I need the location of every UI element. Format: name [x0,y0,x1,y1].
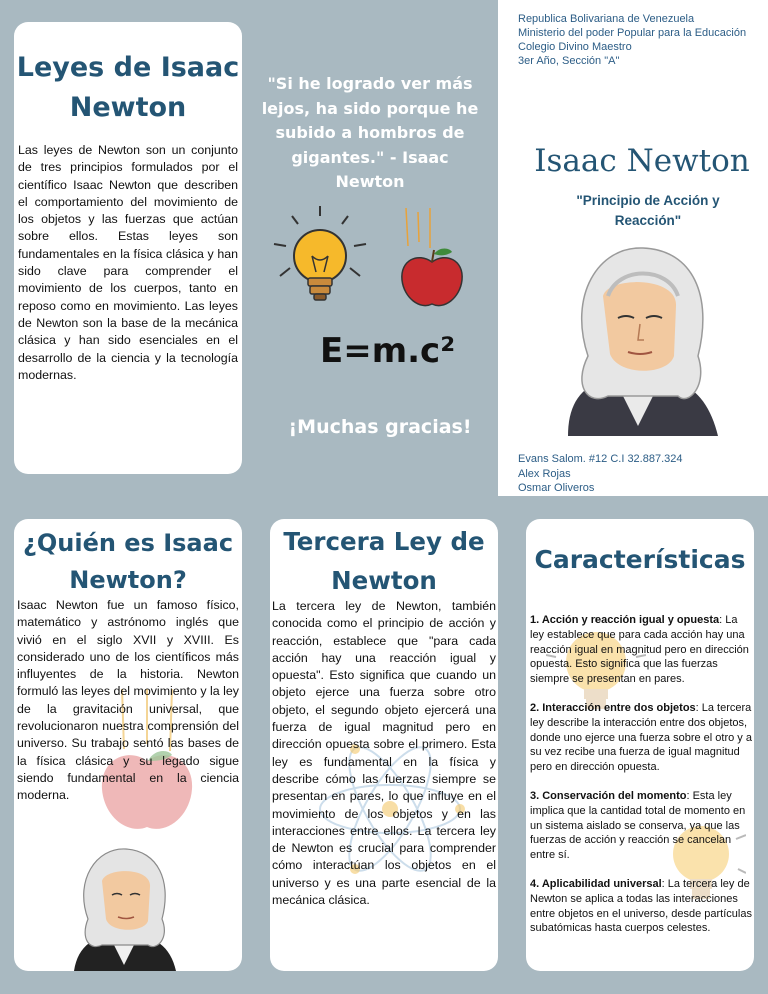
item-text: : La ley establece que para cada acción hay una reacción igual en magnitud pero en dirección opuesta. Esto significa que las fuerzas siempre se presentan en pares. [530,614,749,686]
cover-name: Isaac Newton [534,143,750,179]
item-label: 1. Acción y reacción igual y opuesta [530,614,720,626]
quien-body: Isaac Newton fue un famoso físico, matemático y astrónomo inglés que vivió en el siglo XVII y XVIII. Es considerado uno de los científicos más influyentes de la historia. Newton formuló las leyes del movimiento y la ley de la gravitación universal, que revolucionaron nuestra comprensión del universo. Su trabajo sentó las bases de la física clásica y su legado sigue siendo fundamental en la ciencia moderna. [17,598,239,803]
list-item [530,613,752,687]
item-text: : Esta ley implica que la cantidad total de momento en un sistema aislado se conserva, ya que las fuerzas de acción y reacción se cancelan entre sí. [530,789,746,862]
list-item [530,877,752,936]
thanks-text: ¡Muchas gracias! [288,416,472,438]
caracteristicas-panel [526,519,754,971]
item-label: 3. Conservación del momento [530,789,687,802]
tercera-body: La tercera ley de Newton, también conocida como el principio de acción y reacción, establece que "para cada acción hay una reacción igual y opuesta". Esto significa que cuando un objeto ejerce una fuerza sobre otro objeto, el segundo objeto ejercerá una fuerza de igual magnitud pero en dirección opuesta sobre el primero. Esta ley es fundamental en la física y describe cómo las fuerzas siempre se presentan en pares, lo que influye en el movimiento de los objetos y en las interacciones entre ellos. La tercera ley de Newton es crucial para comprender cómo interactúan los objetos en el universo y es una parte esencial de la mecánica clásica. [272,599,496,908]
cover-subtitle: "Principio de Acción y Reacción" [576,193,720,228]
newton-portrait [548,236,728,436]
science-doodles [268,206,468,376]
newton-quote: "Si he logrado ver más lejos, ha sido porque he subido a hombros de gigantes." - Isaac Newton [261,74,479,191]
leyes-body: Las leyes de Newton son un conjunto de tres principios formulados por el científico Isaac Newton que describen el comportamiento del movimiento de los objetos y las fuerzas que actúan sobre ellos. Estas leyes son fundamentales en la física clásica y han sido clave para comprender el movimiento de los cuerpos, tanto en reposo como en movimiento. Las leyes de Newton son la base de la mecánica clásica y han sido esenciales en el desarrollo de la ciencia y la tecnología modernas. [18,143,238,382]
author-line: Alex Rojas [518,467,571,480]
author-line: Evans Salom. #12 C.I 32.887.324 [518,453,683,465]
quien-title: ¿Quién es Isaac Newton? [22,529,234,594]
caracteristicas-title: Características [534,545,746,574]
tercera-title: Tercera Ley de Newton [283,527,485,595]
newton-portrait-small [64,841,184,971]
caracteristicas-list [530,613,752,950]
list-item [530,701,752,775]
school-header [518,12,758,68]
author-line: Osmar Oliveros [518,482,595,494]
tercera-panel [270,519,498,971]
apple-icon [402,208,462,306]
quien-panel [14,519,242,971]
item-label: 2. Interacción entre dos objetos [530,701,696,714]
leyes-title: Leyes de Isaac Newton [16,52,240,123]
item-text: : La tercera ley de Newton se aplica a todas las interacciones entre objetos en el universo, desde partículas subatómicas hasta cuerpos celestes. [530,877,752,935]
cover-panel [498,0,768,496]
list-item [530,789,752,863]
header-line: Ministerio del poder Popular para la Educación [518,27,747,39]
header-line: Colegio Divino Maestro [518,41,632,53]
item-text: : La tercera ley describe la interacción entre dos objetos, donde uno ejerce una fuerza sobre el otro y a su vez recibe una fuerza de igual magnitud pero en dirección opuesta. [530,701,752,774]
lightbulb-icon [274,206,366,300]
leyes-panel [14,22,242,474]
item-label: 4. Aplicabilidad universal [530,877,662,890]
header-line: 3er Año, Sección "A" [518,55,620,67]
formula-text: E=m.c² [320,331,456,371]
header-line: Republica Bolivariana de Venezuela [518,13,695,25]
authors-list [518,452,758,496]
